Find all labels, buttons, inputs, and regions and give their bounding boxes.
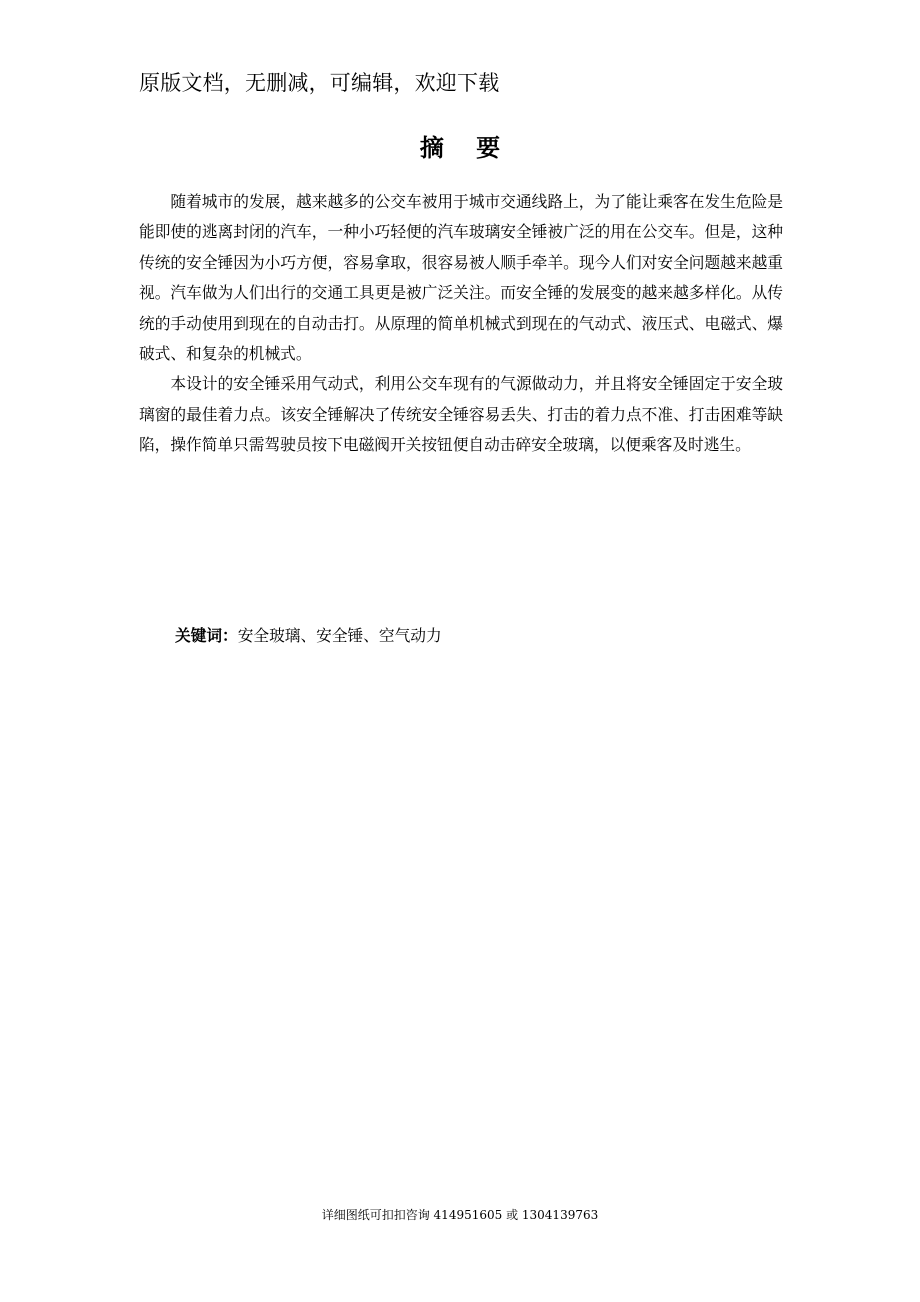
abstract-body	[139, 187, 783, 461]
keywords-value: 安全玻璃、安全锤、空气动力	[237, 626, 442, 645]
keywords-line	[175, 622, 442, 650]
keywords-label: 关键词：	[175, 626, 238, 645]
abstract-paragraph-1: 随着城市的发展，越来越多的公交车被用于城市交通线路上，为了能让乘客在发生危险是能即使的逃离封闭的汽车，一种小巧轻便的汽车玻璃安全锤被广泛的用在公交车。但是，这种传统的安全锤因为小巧方便，容易拿取，很容易被人顺手牵羊。现今人们对安全问题越来越重视。汽车做为人们出行的交通工具更是被广泛关注。而安全锤的发展变的越来越多样化。从传统的手动使用到现在的自动击打。从原理的简单机械式到现在的气动式、液压式、电磁式、爆破式、和复杂的机械式。	[139, 192, 783, 364]
abstract-title: 摘 要	[419, 133, 513, 162]
abstract-paragraph-2: 本设计的安全锤采用气动式，利用公交车现有的气源做动力，并且将安全锤固定于安全玻璃窗的最佳着力点。该安全锤解决了传统安全锤容易丢失、打击的着力点不准、打击困难等缺陷，操作简单只需驾驶员按下电磁阀开关按钮便自动击碎安全玻璃，以便乘客及时逃生。	[139, 374, 783, 455]
header-note: 原版文档，无删减，可编辑，欢迎下载	[139, 71, 500, 95]
footer-note: 详细图纸可扣扣咨询 414951605 或 1304139763	[321, 1208, 599, 1222]
